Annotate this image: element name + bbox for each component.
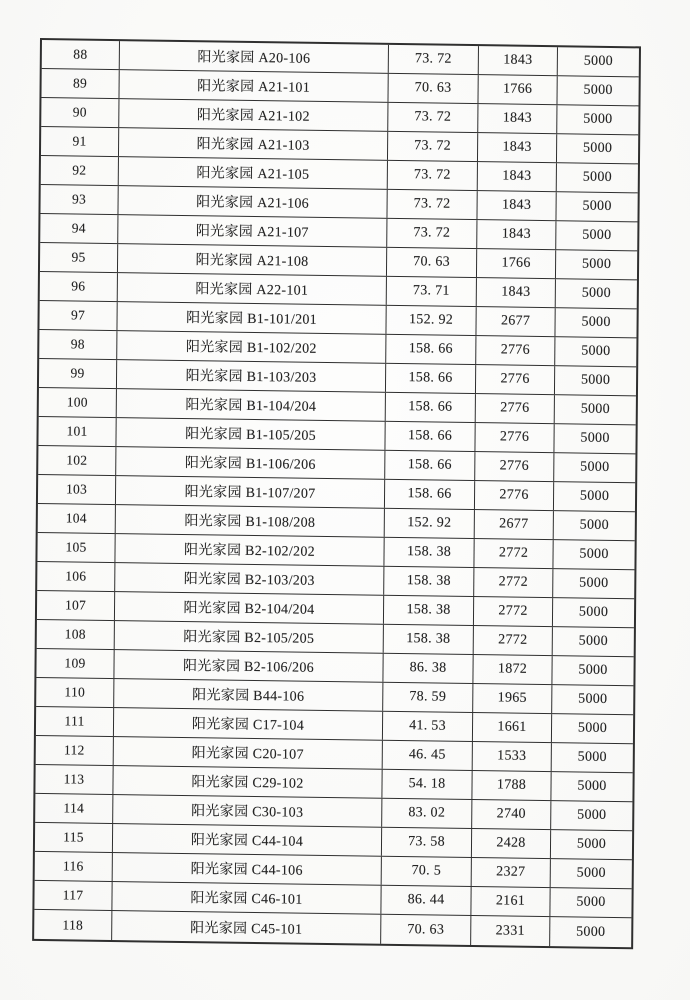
cell-area-value: 73. 72 <box>387 190 477 219</box>
cell-deposit-value: 5000 <box>576 894 606 910</box>
cell-amount-value: 2776 <box>476 336 555 365</box>
cell-row-number: 97 <box>39 301 117 330</box>
cell-row-number: 111 <box>36 707 114 736</box>
cell-area-value: 158. 38 <box>384 596 474 625</box>
cell-amount-value: 1843 <box>478 133 557 162</box>
cell-amount-value: 1843 <box>477 220 556 249</box>
cell-unit-name: 阳光家园 B1-107/207 <box>116 476 385 508</box>
cell-unit-name: 阳光家园 B1-102/202 <box>117 331 386 363</box>
cell-deposit-value: 5000 <box>579 546 609 562</box>
cell-amount-value: 1965 <box>473 684 552 713</box>
cell-area-value: 158. 38 <box>384 625 474 654</box>
cell-amount-value: 2776 <box>475 481 554 510</box>
cell-unit-name: 阳光家园 C44-106 <box>113 853 382 885</box>
cell-deposit-value: 5000 <box>582 169 613 185</box>
cell-deposit-value: 5000 <box>583 111 613 127</box>
cell-unit-name: 阳光家园 B44-106 <box>114 679 383 711</box>
cell-amount-value: 2772 <box>474 597 553 626</box>
cell-deposit-value: 5000 <box>577 778 607 794</box>
cell-area-value: 158. 66 <box>385 422 475 451</box>
cell-row-number: 115 <box>35 823 113 852</box>
cell-unit-name: 阳光家园 A22-101 <box>118 273 387 305</box>
cell-unit-name: 阳光家园 B2-103/203 <box>115 563 384 595</box>
cell-area-value: 41. 53 <box>383 712 473 741</box>
cell-amount-value: 1766 <box>478 75 557 104</box>
cell-area-value: 86. 44 <box>381 886 471 915</box>
cell-deposit-value: 5000 <box>578 604 609 620</box>
cell-deposit-value: 5000 <box>582 198 612 214</box>
cell-deposit-value: 5000 <box>576 865 606 881</box>
cell-deposit-value: 5000 <box>581 256 612 272</box>
cell-area-value: 70. 63 <box>381 915 471 945</box>
cell-unit-name: 阳光家园 C44-104 <box>113 824 382 856</box>
cell-row-number: 104 <box>38 504 116 533</box>
cell-amount-value: 2776 <box>476 394 555 423</box>
cell-row-number: 103 <box>38 475 116 504</box>
cell-area-value: 73. 72 <box>387 219 477 248</box>
cell-unit-name: 阳光家园 A20-106 <box>120 41 389 73</box>
cell-unit-name: 阳光家园 C29-102 <box>113 766 382 798</box>
cell-amount-value: 1872 <box>473 655 552 684</box>
cell-area-value: 158. 66 <box>386 364 476 393</box>
cell-deposit-value: 5000 <box>580 401 610 417</box>
cell-area-value: 83. 02 <box>382 799 472 828</box>
cell-area-value: 73. 71 <box>387 277 477 306</box>
cell-deposit-value: 5000 <box>577 749 607 765</box>
cell-unit-name: 阳光家园 C46-101 <box>112 882 381 914</box>
cell-area-value: 158. 66 <box>385 451 475 480</box>
cell-deposit-value: 5000 <box>576 923 606 940</box>
cell-row-number: 114 <box>35 794 113 823</box>
cell-unit-name: 阳光家园 C20-107 <box>114 737 383 769</box>
cell-row-number: 101 <box>38 417 116 446</box>
cell-unit-name: 阳光家园 B1-101/201 <box>117 302 386 334</box>
cell-area-value: 158. 66 <box>386 393 476 422</box>
cell-row-number: 118 <box>34 910 112 940</box>
cell-amount-value: 2772 <box>474 626 553 655</box>
cell-row-number: 88 <box>42 40 120 69</box>
cell-area-value: 70. 63 <box>388 74 478 103</box>
cell-area-value: 73. 72 <box>388 132 478 161</box>
cell-unit-name: 阳光家园 B1-106/206 <box>116 447 385 479</box>
cell-unit-name: 阳光家园 C17-104 <box>114 708 383 740</box>
cell-unit-name: 阳光家园 B2-106/206 <box>114 650 383 682</box>
cell-unit-name: 阳光家园 B1-103/203 <box>117 360 386 392</box>
cell-deposit-value: 5000 <box>578 633 608 649</box>
cell-unit-name: 阳光家园 A21-101 <box>119 70 388 102</box>
cell-amount-value: 1843 <box>477 191 556 220</box>
cell-unit-name: 阳光家园 A21-102 <box>119 99 388 131</box>
cell-amount-value: 2776 <box>475 423 554 452</box>
cell-unit-name: 阳光家园 B1-105/205 <box>116 418 385 450</box>
cell-row-number: 109 <box>36 649 114 678</box>
cell-amount-value: 2161 <box>471 887 550 916</box>
cell-deposit-value: 5000 <box>578 662 608 678</box>
cell-area-value: 70. 63 <box>387 248 477 277</box>
cell-deposit-value: 5000 <box>581 343 611 359</box>
cell-area-value: 86. 38 <box>383 654 473 683</box>
cell-deposit-value: 5000 <box>583 53 614 69</box>
cell-area-value: 152. 92 <box>385 509 475 538</box>
cell-amount-value: 2776 <box>475 452 554 481</box>
cell-unit-name: 阳光家园 B2-105/205 <box>115 621 384 653</box>
cell-amount-value: 2677 <box>476 307 555 336</box>
cell-unit-name: 阳光家园 A21-108 <box>118 244 387 276</box>
cell-row-number: 106 <box>37 562 115 591</box>
cell-area-value: 158. 66 <box>386 335 476 364</box>
cell-unit-name: 阳光家园 B2-104/204 <box>115 592 384 624</box>
cell-row-number: 112 <box>36 736 114 765</box>
cell-area-value: 54. 18 <box>382 770 472 799</box>
cell-amount-value: 1843 <box>478 162 557 191</box>
cell-unit-name: 阳光家园 B1-108/208 <box>116 505 385 537</box>
cell-row-number: 110 <box>36 678 114 707</box>
cell-row-number: 117 <box>34 881 112 910</box>
cell-amount-value: 2772 <box>474 539 553 568</box>
cell-amount-value: 1788 <box>472 771 551 800</box>
cell-row-number: 91 <box>41 127 119 156</box>
cell-area-value: 158. 38 <box>384 567 474 596</box>
cell-deposit-value: 5000 <box>581 314 611 330</box>
cell-area-value: 158. 38 <box>384 538 474 567</box>
housing-fee-table <box>32 38 641 949</box>
cell-area-value: 70. 5 <box>382 857 472 886</box>
cell-row-number: 107 <box>37 591 115 620</box>
cell-unit-name: 阳光家园 B1-104/204 <box>117 389 386 421</box>
cell-unit-name: 阳光家园 C45-101 <box>112 911 381 944</box>
cell-row-number: 89 <box>41 69 119 98</box>
cell-unit-name: 阳光家园 C30-103 <box>113 795 382 827</box>
cell-row-number: 99 <box>39 359 117 388</box>
cell-area-value: 78. 59 <box>383 683 473 712</box>
cell-row-number: 96 <box>40 272 118 301</box>
cell-deposit-value: 5000 <box>582 227 612 243</box>
cell-row-number: 90 <box>41 98 119 127</box>
cell-area-value: 73. 72 <box>388 161 478 190</box>
cell-deposit-value: 5000 <box>583 82 613 98</box>
cell-unit-name: 阳光家园 A21-103 <box>119 128 388 160</box>
cell-amount-value: 2776 <box>476 365 555 394</box>
cell-row-number: 108 <box>37 620 115 649</box>
cell-area-value: 73. 72 <box>389 45 479 74</box>
cell-amount-value: 1843 <box>479 46 558 75</box>
cell-row-number: 113 <box>35 765 113 794</box>
cell-deposit-value: 5000 <box>580 430 610 446</box>
cell-unit-name: 阳光家园 A21-105 <box>119 157 388 189</box>
cell-deposit-value: 5000 <box>579 488 610 504</box>
cell-amount-value: 2327 <box>472 858 551 887</box>
cell-deposit-value: 5000 <box>576 836 607 852</box>
cell-amount-value: 1766 <box>477 249 556 278</box>
cell-amount-value: 2331 <box>471 916 550 946</box>
cell-area-value: 46. 45 <box>383 741 473 770</box>
cell-row-number: 105 <box>37 533 115 562</box>
cell-row-number: 102 <box>38 446 116 475</box>
cell-amount-value: 2677 <box>475 510 554 539</box>
cell-amount-value: 2772 <box>474 568 553 597</box>
cell-amount-value: 1661 <box>473 713 552 742</box>
cell-area-value: 73. 72 <box>388 103 478 132</box>
cell-amount-value: 1533 <box>473 742 552 771</box>
cell-deposit-value: 5000 <box>578 691 608 707</box>
cell-deposit-value: 5000 <box>581 285 611 301</box>
cell-deposit-value: 5000 <box>580 459 610 475</box>
cell-unit-name: 阳光家园 A21-107 <box>118 215 387 247</box>
cell-row-number: 92 <box>41 156 119 185</box>
cell-deposit-value: 5000 <box>577 720 608 736</box>
cell-row-number: 95 <box>40 243 118 272</box>
cell-area-value: 152. 92 <box>386 306 476 335</box>
cell-amount-value: 2428 <box>472 829 551 858</box>
cell-row-number: 116 <box>35 852 113 881</box>
cell-amount-value: 1843 <box>477 278 556 307</box>
cell-row-number: 93 <box>40 185 118 214</box>
cell-deposit-value: 5000 <box>579 575 609 591</box>
cell-amount-value: 2740 <box>472 800 551 829</box>
cell-row-number: 94 <box>40 214 118 243</box>
cell-deposit-value: 5000 <box>580 372 611 388</box>
cell-deposit-value: 5000 <box>582 140 613 156</box>
cell-area-value: 73. 58 <box>382 828 472 857</box>
cell-deposit-value: 5000 <box>577 807 607 823</box>
cell-unit-name: 阳光家园 B2-102/202 <box>115 534 384 566</box>
cell-row-number: 100 <box>39 388 117 417</box>
cell-unit-name: 阳光家园 A21-106 <box>118 186 387 218</box>
cell-area-value: 158. 66 <box>385 480 475 509</box>
cell-amount-value: 1843 <box>478 104 557 133</box>
cell-deposit-value: 5000 <box>579 517 609 533</box>
cell-row-number: 98 <box>39 330 117 359</box>
